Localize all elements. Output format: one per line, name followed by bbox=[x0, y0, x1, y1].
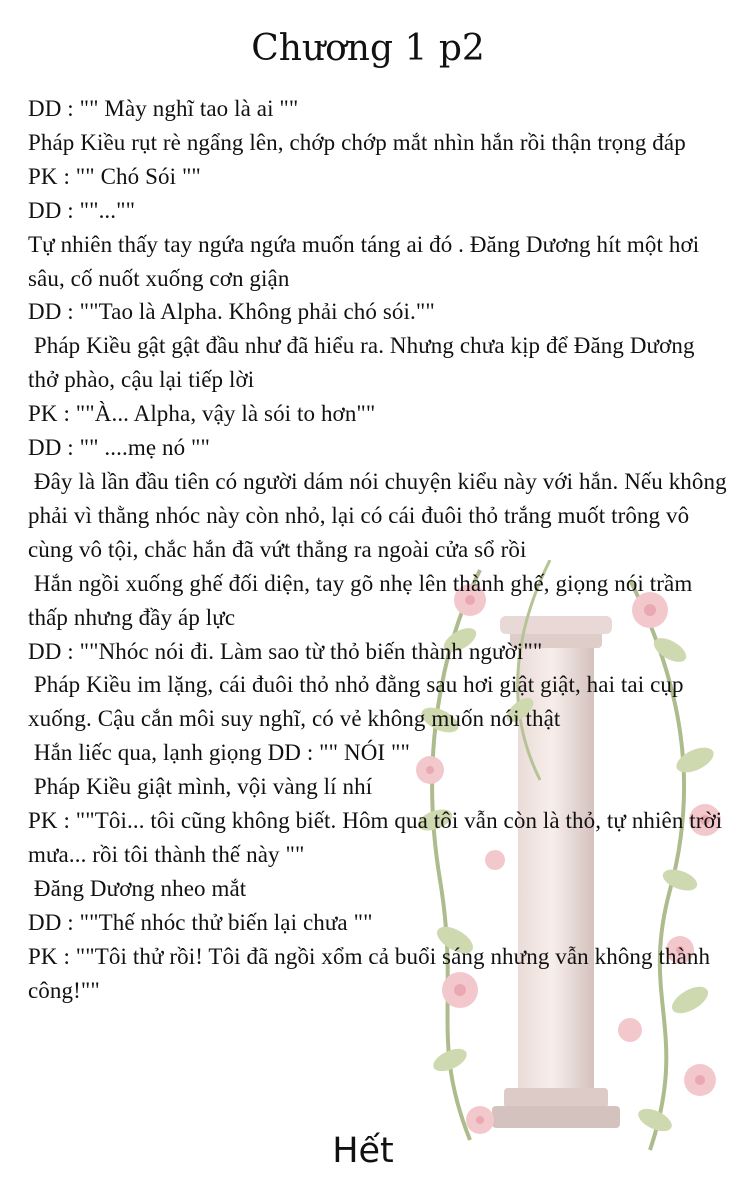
story-text bbox=[28, 92, 733, 1007]
story-line: Pháp Kiều rụt rè ngẩng lên, chớp chớp mắt nhìn hắn rồi thận trọng đáp bbox=[28, 129, 686, 155]
chapter-title: Chương 1 p2 bbox=[251, 28, 485, 69]
story-line: Đây là lần đầu tiên có người dám nói chuyện kiểu này với hắn. Nếu không phải vì thằng nhóc này còn nhỏ, lại có cái đuôi thỏ trắng muốt trông vô cùng vô tội, chắc hắn đã vứt thẳng ra ngoài cửa sổ rồi bbox=[28, 468, 733, 562]
story-line: PK : "" Chó Sói "" bbox=[28, 163, 201, 189]
story-line: Tự nhiên thấy tay ngứa ngứa muốn táng ai đó . Đăng Dương hít một hơi sâu, cố nuốt xuống cơn giận bbox=[28, 231, 706, 291]
story-line: Pháp Kiều giật mình, vội vàng lí nhí bbox=[28, 774, 373, 800]
story-line: Pháp Kiều gật gật đầu như đã hiểu ra. Nhưng chưa kịp để Đăng Dương thở phào, cậu lại tiếp lời bbox=[28, 333, 701, 393]
story-line: Hắn liếc qua, lạnh giọng DD : "" NÓI "" bbox=[28, 740, 411, 766]
story-line: PK : ""Tôi... tôi cũng không biết. Hôm qua tôi vẫn còn là thỏ, tự nhiên trời mưa... rồi tôi thành thế này "" bbox=[28, 808, 729, 867]
story-line: DD : ""Thế nhóc thử biến lại chưa "" bbox=[28, 909, 373, 935]
story-line: DD : ""Nhóc nói đi. Làm sao từ thỏ biến thành người"" bbox=[28, 638, 543, 664]
story-line: DD : "" Mày nghĩ tao là ai "" bbox=[28, 96, 299, 121]
story-line: Pháp Kiều im lặng, cái đuôi thỏ nhỏ đằng sau hơi giật giật, hai tai cụp xuống. Cậu cắn môi suy nghĩ, có vẻ không muốn nói thật bbox=[28, 672, 690, 732]
story-line: DD : ""Tao là Alpha. Không phải chó sói."" bbox=[28, 299, 435, 325]
story-line: Hắn ngồi xuống ghế đối diện, tay gõ nhẹ lên thành ghế, giọng nói trầm thấp nhưng đầy áp lực bbox=[28, 570, 699, 630]
story-line: Đăng Dương nheo mắt bbox=[28, 875, 247, 901]
story-line: PK : ""Tôi thử rồi! Tôi đã ngồi xổm cả buổi sáng nhưng vẫn không thành công!"" bbox=[28, 943, 716, 1003]
story-line: DD : ""..."" bbox=[28, 197, 136, 223]
story-line: DD : "" ....mẹ nó "" bbox=[28, 435, 211, 461]
story-line: PK : ""À... Alpha, vậy là sói to hơn"" bbox=[28, 401, 376, 427]
ending-label: Hết bbox=[332, 1131, 394, 1171]
